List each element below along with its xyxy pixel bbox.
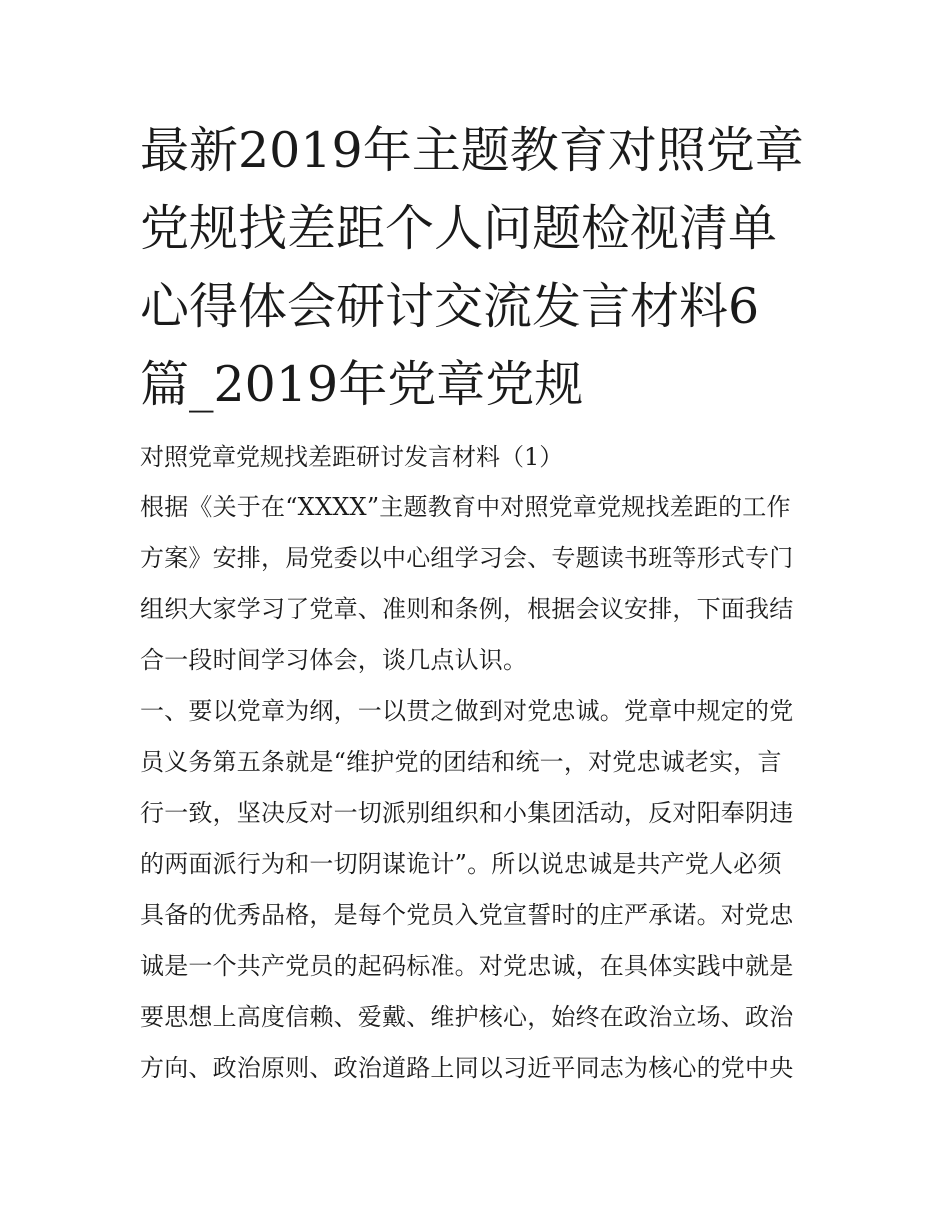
document-subtitle: 对照党章党规找差距研讨发言材料（1） [140, 443, 564, 471]
paragraph-section-one [140, 686, 812, 1094]
paragraph-line: 一、要以党章为纲，一以贯之做到对党忠诚。党章中规定的党 [140, 697, 794, 725]
paragraph-line: 的两面派行为和一切阴谋诡计”。所以说忠诚是共产党人必须 [140, 850, 782, 878]
paragraph-line: 组织大家学习了党章、准则和条例，根据会议安排，下面我结 [140, 595, 794, 623]
paragraph-line: 要思想上高度信赖、爱戴、维护核心，始终在政治立场、政治 [140, 1003, 794, 1031]
paragraph-line: 合一段时间学习体会，谈几点认识。 [140, 646, 528, 674]
paragraph-line: 具备的优秀品格，是每个党员入党宣誓时的庄严承诺。对党忠 [140, 901, 794, 929]
title-line: 心得体会研讨交流发言材料6 [140, 278, 760, 335]
paragraph-intro [140, 482, 812, 686]
document-title [140, 112, 812, 424]
paragraph-line: 诚是一个共产党员的起码标准。对党忠诚，在具体实践中就是 [140, 952, 794, 980]
paragraph-line: 方案》安排，局党委以中心组学习会、专题读书班等形式专门 [140, 544, 794, 572]
paragraph-line: 行一致，坚决反对一切派别组织和小集团活动，反对阳奉阴违 [140, 799, 794, 827]
title-line: 最新2019年主题教育对照党章 [140, 122, 804, 179]
paragraph-line: 根据《关于在“XXXX”主题教育中对照党章党规找差距的工作 [140, 493, 791, 521]
title-line: 党规找差距个人问题检视清单 [140, 200, 778, 257]
title-line: 篇_2019年党章党规 [140, 356, 584, 413]
paragraph-line: 方向、政治原则、政治道路上同以习近平同志为核心的党中央 [140, 1054, 794, 1082]
document-page [140, 112, 812, 1094]
paragraph-line: 员义务第五条就是“维护党的团结和统一，对党忠诚老实，言 [140, 748, 782, 776]
